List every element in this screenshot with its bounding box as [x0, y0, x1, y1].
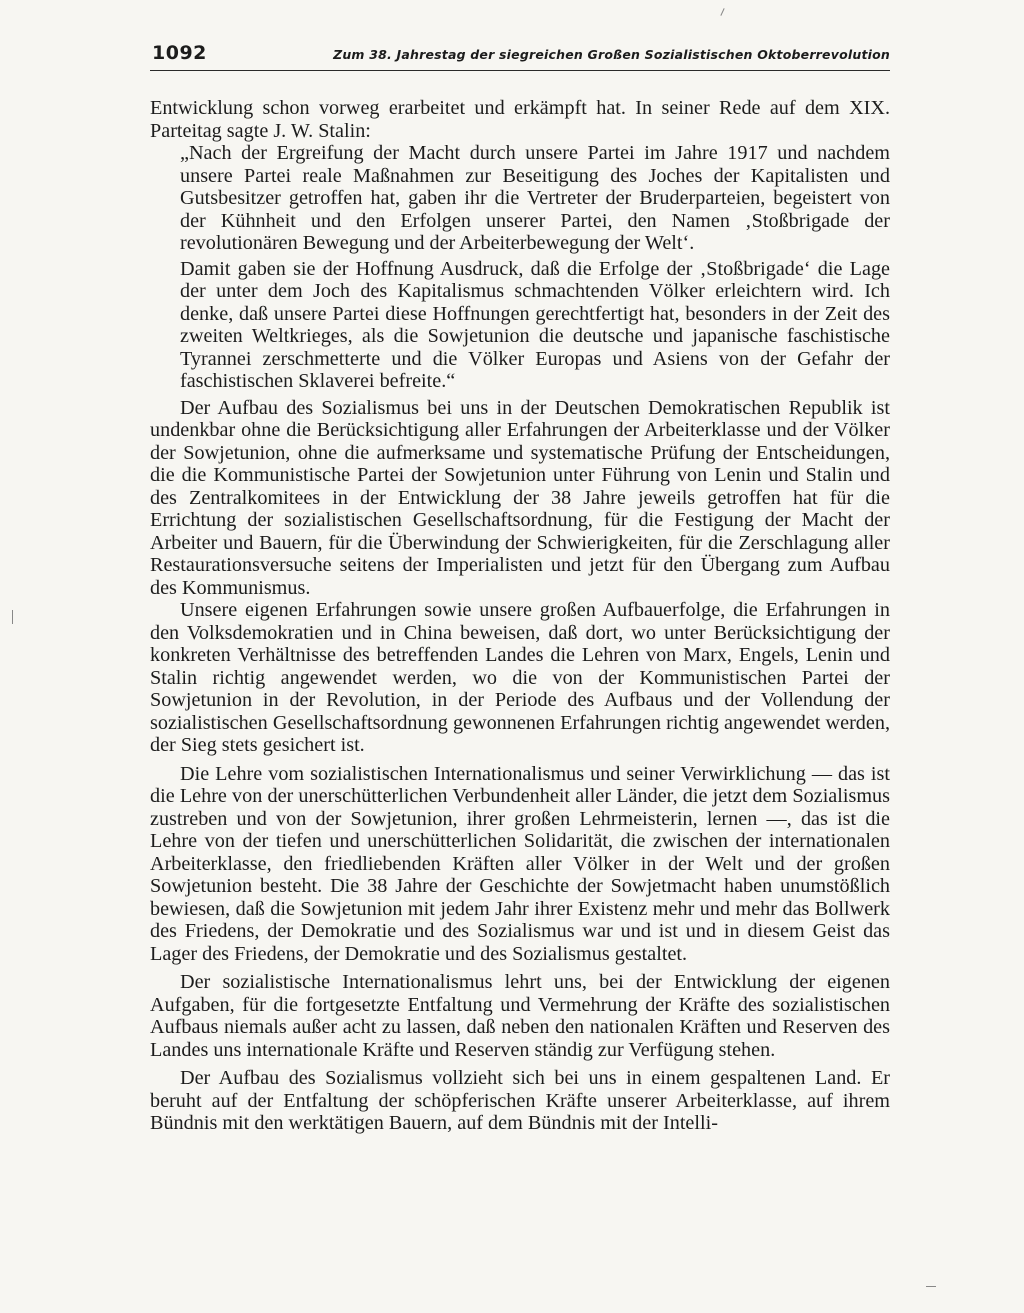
paragraph-eigene-erfahrungen: Unsere eigenen Erfahrungen sowie unsere großen Aufbauerfolge, die Erfahrungen in den Volksdemokratien und in China beweisen, daß dort, wo unter Berücksichtigung der konkreten Verhältnisse des betreffenden Landes die Lehren von Marx, Engels, Lenin und Stalin richtig angewendet werden, wo die von der Kommunistischen Partei der Sowjetunion in der Revolution, in der Periode des Aufbaus und der Vollendung der sozialistischen Gesellschaftsordnung gewonnenen Erfahrungen richtig angewendet werden, der Sieg stets gesichert ist. — [150, 599, 890, 756]
paragraph-internationalismus: Die Lehre vom sozialistischen Internationalismus und seiner Verwirklichung — das ist die Lehre von der unerschütterlichen Verbundenheit aller Länder, die jetzt dem Sozialismus zustreben und von der Sowjetunion, ihrer großen Lehrmeisterin, lernen —, das ist die Lehre von der tiefen und unerschütterlichen Solidarität, die zwischen der internationalen Arbeiterklasse, den friedliebenden Kräften aller Völker in der Welt und der großen Sowjetunion besteht. Die 38 Jahre der Geschichte der Sowjetmacht haben unumstößlich bewiesen, daß die Sowjetunion mit jedem Jahr ihrer Existenz mehr und mehr das Bollwerk des Friedens, der Demokratie und des Sozialismus war und ist und in diesem Geist das Lager des Friedens, der Demokratie und des Sozialismus gestaltet. — [150, 762, 890, 965]
paragraph-intro: Entwicklung schon vorweg erarbeitet und erkämpft hat. In seiner Rede auf dem XIX. Parteitag sagte J. W. Stalin: — [150, 97, 890, 142]
stalin-quote-part-2: Damit gaben sie der Hoffnung Ausdruck, daß die Erfolge der ‚Stoßbrigade‘ die Lage der unter dem Joch des Kapitalismus schmachtenden Völker erleichtern wird. Ich denke, daß unsere Partei diese Hoffnungen gerechtfertigt hat, besonders in der Zeit des zweiten Weltkrieges, als die Sowjetunion die deutsche und japanische faschistische Tyrannei zerschmetterte und die Völker Europas und Asiens von der Gefahr der faschistischen Sklaverei befreite.“ — [180, 257, 890, 392]
paragraph-internationalismus-lehrt: Der sozialistische Internationalismus lehrt uns, bei der Entwicklung der eigenen Aufgaben, für die fortgesetzte Entfaltung und Vermehrung der Kräfte des sozialistischen Aufbaus niemals außer acht zu lassen, daß neben den nationalen Kräften und Reserven des Landes uns internationale Kräfte und Reserven ständig zur Verfügung stehen. — [150, 971, 890, 1061]
paragraph-aufbau-ddr: Der Aufbau des Sozialismus bei uns in der Deutschen Demokratischen Republik ist undenkbar ohne die Berücksichtigung aller Erfahrungen der Arbeiterklasse und der Völker der Sowjetunion, ohne die aufmerksame und systematische Prüfung der Entscheidungen, die die Kommunistische Partei der Sowjetunion unter Führung von Lenin und Stalin und des Zentralkomitees in der Entwicklung der 38 Jahre jeweils getroffen hat für die Errichtung der sozialistischen Gesellschaftsordnung, für die Festigung der Macht der Arbeiter und Bauern, für die Überwindung der Schwierigkeiten, für die Zerschlagung aller Restaurationsversuche seitens der Imperialisten und jetzt für den Übergang zum Aufbau des Kommunismus. — [150, 396, 890, 599]
page-number: 1092 — [152, 42, 207, 64]
page-header — [150, 40, 890, 71]
scan-mark — [720, 8, 724, 16]
running-head: Zum 38. Jahrestag der siegreichen Großen Sozialistischen Oktoberrevolution — [333, 47, 890, 62]
stalin-quote-part-1: „Nach der Ergreifung der Macht durch unsere Partei im Jahre 1917 und nachdem unsere Partei reale Maßnahmen zur Beseitigung des Joches der Kapitalisten und Gutsbesitzer getroffen hat, gaben ihr die Vertreter der Bruderparteien, begeistert von der Kühnheit und den Erfolgen unserer Partei, den Namen ‚Stoßbrigade der revolutionären Bewegung und der Arbeiterbewegung der Welt‘. — [180, 142, 890, 254]
scan-mark — [926, 1286, 936, 1287]
body-text — [150, 97, 890, 1135]
scan-mark — [12, 610, 13, 624]
paragraph-gespaltenes-land: Der Aufbau des Sozialismus vollzieht sich bei uns in einem gespaltenen Land. Er beruht auf der Entfaltung der schöpferischen Kräfte unserer Arbeiterklasse, auf ihrem Bündnis mit den werktätigen Bauern, auf dem Bündnis mit der Intelli- — [150, 1067, 890, 1134]
